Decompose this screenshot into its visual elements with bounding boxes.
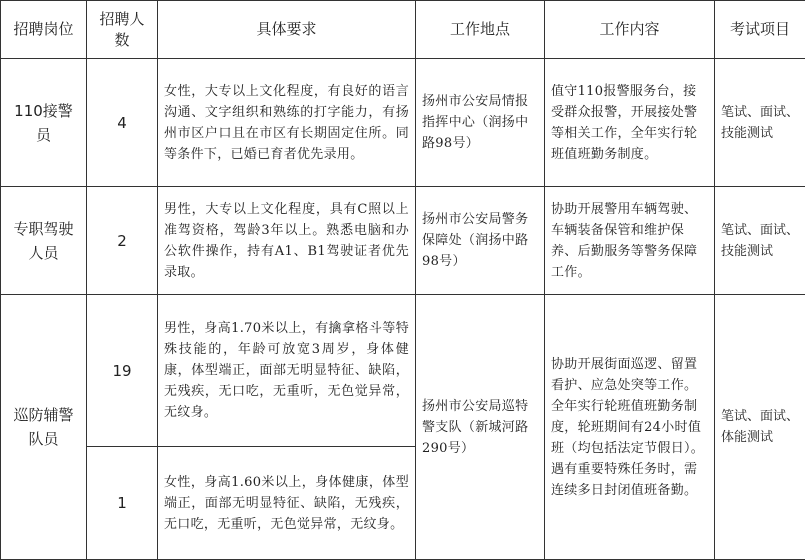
count-cell: 19	[87, 295, 158, 447]
content-cell: 值守110报警服务台，接受群众报警，开展接处警等相关工作，全年实行轮班值班勤务制度。	[545, 59, 715, 187]
exam-cell: 笔试、面试、技能测试	[715, 187, 805, 295]
count-cell: 1	[87, 447, 158, 560]
requirements-cell: 男性，身高1.70米以上，有擒拿格斗等特殊技能的，年龄可放宽3周岁，身体健康，体型端正，面部无明显特征、缺陷，无残疾，无口吃，无重听，无色觉异常，无纹身。	[158, 295, 416, 447]
exam-cell: 笔试、面试、体能测试	[715, 295, 805, 560]
header-requirements: 具体要求	[158, 1, 416, 59]
location-cell: 扬州市公安局情报指挥中心（润扬中路98号）	[416, 59, 545, 187]
location-cell: 扬州市公安局警务保障处（润扬中路98号）	[416, 187, 545, 295]
position-cell: 110接警员	[1, 59, 87, 187]
position-cell: 专职驾驶人员	[1, 187, 87, 295]
requirements-cell: 男性，大专以上文化程度，具有C照以上准驾资格，驾龄3年以上。熟悉电脑和办公软件操作，持有A1、B1驾驶证者优先录取。	[158, 187, 416, 295]
header-location: 工作地点	[416, 1, 545, 59]
content-cell: 协助开展警用车辆驾驶、车辆装备保管和维护保养、后勤服务等警务保障工作。	[545, 187, 715, 295]
header-content: 工作内容	[545, 1, 715, 59]
header-count: 招聘人数	[87, 1, 158, 59]
header-exam: 考试项目	[715, 1, 805, 59]
table-row	[1, 295, 805, 447]
content-cell: 协助开展街面巡逻、留置看护、应急处突等工作。全年实行轮班值班勤务制度，轮班期间有24小时值班（均包括法定节假日）。遇有重要特殊任务时，需连续多日封闭值班备勤。	[545, 295, 715, 560]
requirements-cell: 女性，身高1.60米以上，身体健康，体型端正，面部无明显特征、缺陷，无残疾，无口吃，无重听，无色觉异常，无纹身。	[158, 447, 416, 560]
exam-cell: 笔试、面试、技能测试	[715, 59, 805, 187]
count-cell: 4	[87, 59, 158, 187]
requirements-cell: 女性，大专以上文化程度，有良好的语言沟通、文字组织和熟练的打字能力，有扬州市区户口且在市区有长期固定住所。同等条件下，已婚已育者优先录用。	[158, 59, 416, 187]
table-row	[1, 187, 805, 295]
table-row	[1, 59, 805, 187]
count-cell: 2	[87, 187, 158, 295]
position-cell: 巡防辅警队员	[1, 295, 87, 560]
location-cell: 扬州市公安局巡特警支队（新城河路290号）	[416, 295, 545, 560]
header-position: 招聘岗位	[1, 1, 87, 59]
header-row	[1, 1, 805, 59]
